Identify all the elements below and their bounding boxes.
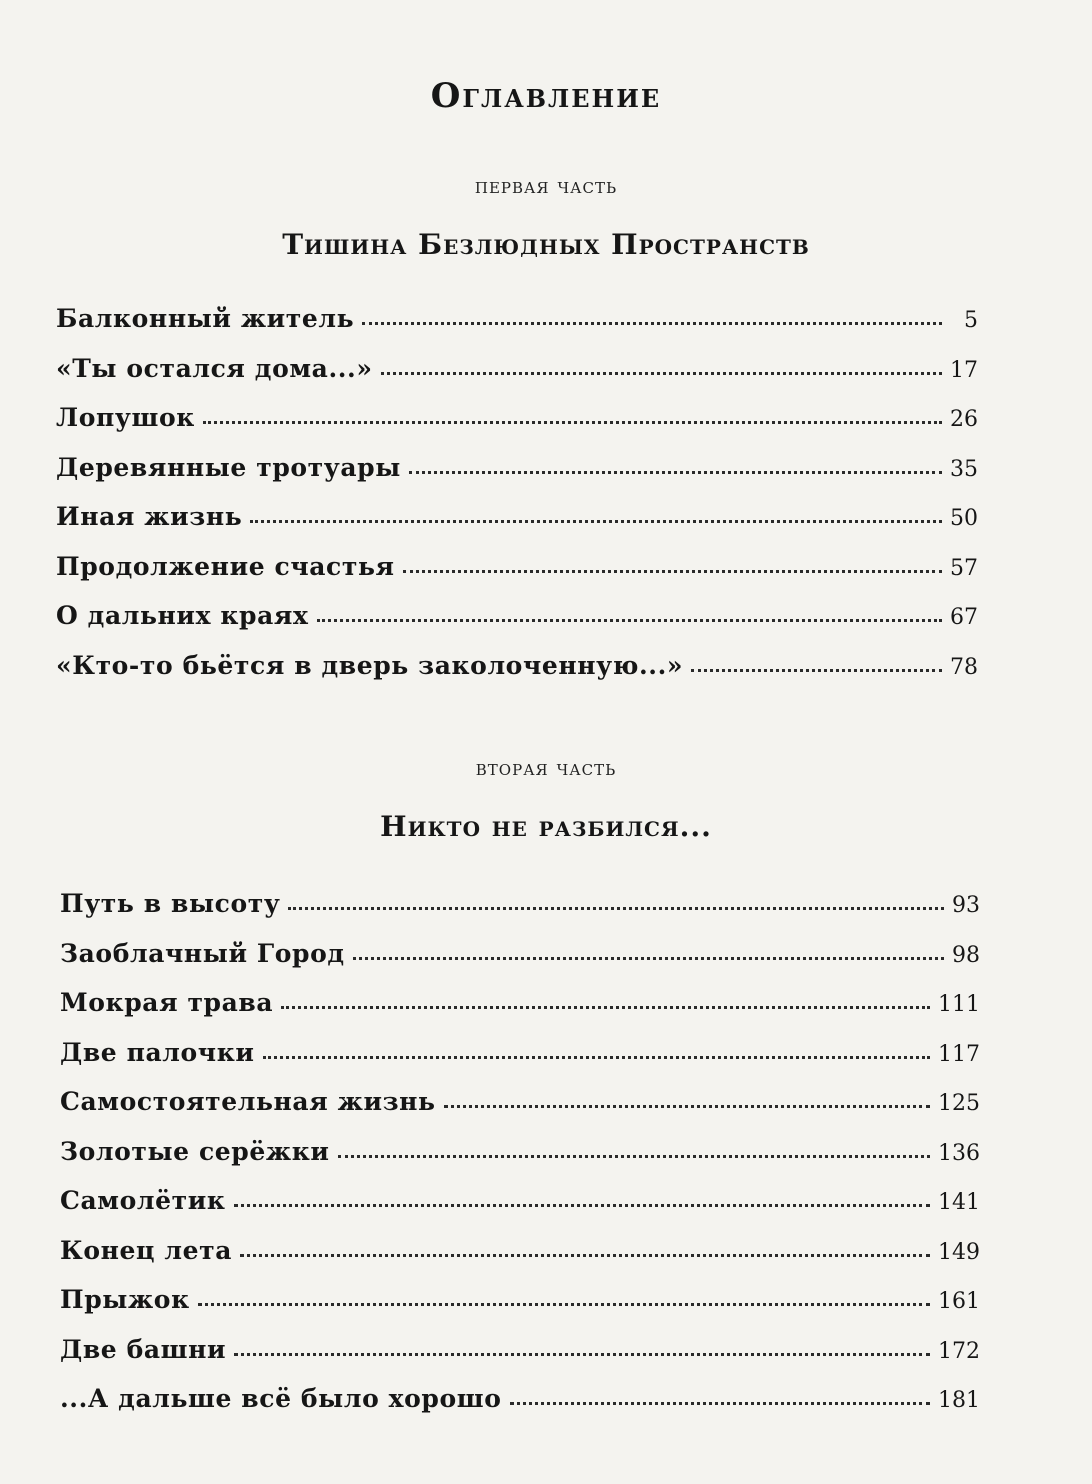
entry-page: 78 (950, 654, 978, 680)
entry-page: 98 (952, 942, 980, 968)
toc-entry (60, 988, 980, 1038)
part-2-title: Никто не разбился... (380, 810, 712, 843)
dot-leader (403, 570, 942, 573)
toc-entry (56, 601, 978, 651)
entry-page: 172 (938, 1338, 980, 1364)
toc-entry (56, 651, 978, 701)
toc-entry (56, 354, 978, 404)
dot-leader (338, 1155, 930, 1158)
entry-title: Прыжок (60, 1285, 190, 1314)
entry-page: 181 (938, 1388, 980, 1413)
page-title: Оглавление (430, 76, 662, 116)
toc-entry (60, 939, 980, 989)
entry-title: Иная жизнь (56, 502, 243, 531)
toc-entry (56, 453, 978, 503)
toc-entry (60, 1236, 980, 1286)
dot-leader (510, 1402, 930, 1405)
entry-page: 50 (950, 506, 978, 531)
entry-page: 35 (950, 456, 978, 482)
entry-title: Самолётик (60, 1186, 226, 1215)
dot-leader (288, 907, 944, 910)
dot-leader (444, 1105, 930, 1108)
toc-entry (56, 552, 978, 602)
part-2-label: вторая часть (475, 756, 617, 781)
dot-leader (381, 372, 942, 375)
entry-title: ...А дальше всё было хорошо (60, 1384, 502, 1413)
part-1-label: первая часть (474, 174, 618, 199)
toc-entry (60, 1335, 980, 1385)
toc-entry (60, 1285, 980, 1335)
entry-title: «Ты остался дома...» (56, 353, 373, 383)
entry-title: Две палочки (60, 1037, 255, 1067)
entry-title: Две башни (60, 1334, 227, 1364)
entry-title: Золотые серёжки (60, 1136, 330, 1166)
dot-leader (691, 669, 942, 672)
entry-page: 5 (964, 308, 978, 333)
toc-entry (60, 1038, 980, 1088)
entry-page: 93 (952, 893, 980, 918)
entry-title: Самостоятельная жизнь (60, 1087, 436, 1116)
dot-leader (234, 1204, 930, 1207)
entry-title: Конец лета (60, 1235, 233, 1265)
entry-title: Заоблачный Город (60, 938, 345, 968)
toc-entry (60, 1186, 980, 1236)
entry-page: 125 (938, 1091, 980, 1116)
entry-title: Деревянные тротуары (56, 452, 401, 482)
toc-entry (60, 889, 980, 939)
entry-title: О дальних краях (56, 601, 309, 630)
entry-title: Мокрая трава (60, 988, 274, 1017)
entry-page: 161 (938, 1289, 980, 1314)
entry-title: «Кто-то бьётся в дверь заколоченную...» (56, 650, 684, 680)
dot-leader (240, 1254, 930, 1257)
entry-page: 141 (938, 1190, 980, 1215)
entry-title: Путь в высоту (60, 889, 281, 918)
dot-leader (234, 1353, 930, 1356)
toc-entry (60, 1137, 980, 1187)
entry-page: 136 (938, 1140, 980, 1166)
dot-leader (281, 1006, 930, 1009)
entry-page: 111 (938, 992, 980, 1017)
entry-page: 117 (938, 1041, 980, 1067)
toc-entry (56, 502, 978, 552)
toc-entry (56, 304, 978, 354)
entry-page: 149 (938, 1239, 980, 1265)
entry-page: 57 (950, 555, 978, 581)
toc-entry (60, 1087, 980, 1137)
entry-title: Лопушок (56, 403, 195, 432)
dot-leader (250, 520, 942, 523)
entry-title: Продолжение счастья (56, 551, 395, 581)
entry-title: Балконный житель (56, 304, 355, 333)
entry-page: 17 (950, 357, 978, 383)
entry-page: 67 (950, 605, 978, 630)
part-1-title: Тишина Безлюдных Пространств (282, 228, 810, 261)
dot-leader (409, 471, 942, 474)
toc-entry (60, 1384, 980, 1434)
part-1-entries (56, 304, 978, 700)
dot-leader (198, 1303, 930, 1306)
dot-leader (263, 1056, 930, 1059)
dot-leader (203, 421, 942, 424)
dot-leader (353, 957, 944, 960)
dot-leader (317, 619, 943, 622)
dot-leader (362, 322, 942, 325)
part-2-entries (60, 889, 980, 1434)
entry-page: 26 (950, 407, 978, 432)
toc-entry (56, 403, 978, 453)
